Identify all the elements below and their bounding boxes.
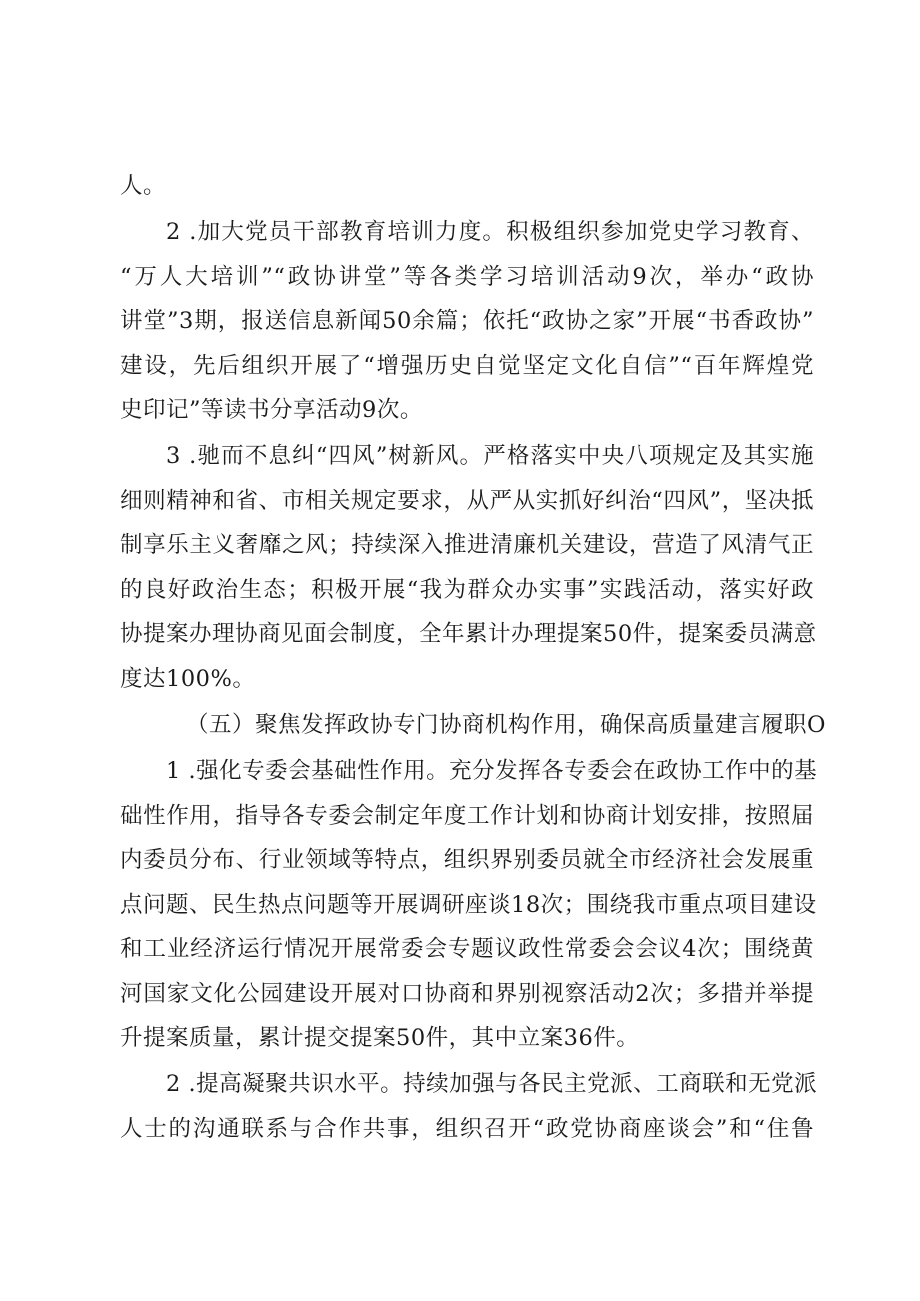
text-line: 制享乐主义奢靡之风；持续深入推进清廉机关建设，营造了风清气正 bbox=[120, 532, 814, 558]
text-line: 的良好政治生态；积极开展“我为群众办实事”实践活动，落实好政 bbox=[120, 577, 814, 603]
text-line: 史印记”等读书分享活动9次。 bbox=[120, 397, 423, 423]
text-line: 和工业经济运行情况开展常委会专题议政性常委会会议4次；围绕黄 bbox=[120, 936, 814, 962]
text-line: 河国家文化公园建设开展对口协商和界别视察活动2次；多措并举提 bbox=[120, 981, 814, 1007]
text-line: 协提案办理协商见面会制度，全年累计办理提案50件，提案委员满意 bbox=[120, 621, 817, 647]
paragraph-heading-line: 2 .加大党员干部教育培训力度。积极组织参加党史学习教育、 bbox=[166, 219, 814, 245]
paragraph-heading-line: 1 .强化专委会基础性作用。充分发挥各专委会在政协工作中的基 bbox=[166, 758, 818, 784]
text-line: 升提案质量，累计提交提案50件，其中立案36件。 bbox=[120, 1025, 640, 1051]
text-line: 内委员分布、行业领域等特点，组织界别委员就全市经济社会发展重 bbox=[120, 847, 814, 873]
paragraph-heading-line: 2 .提高凝聚共识水平。持续加强与各民主党派、工商联和无党派 bbox=[166, 1071, 818, 1097]
text-line: 础性作用，指导各专委会制定年度工作计划和协商计划安排，按照届 bbox=[120, 803, 814, 829]
section-heading: （五）聚焦发挥政协专门协商机构作用，确保高质量建言履职O bbox=[186, 712, 826, 738]
text-line: 度达100%。 bbox=[120, 666, 256, 692]
text-line: 人。 bbox=[120, 173, 167, 199]
text-line: “万人大培训”“政协讲堂”等各类学习培训活动9次，举办“政协 bbox=[120, 264, 814, 290]
text-line: 建设，先后组织开展了“增强历史自觉坚定文化自信”“百年辉煌党 bbox=[120, 353, 814, 379]
text-line: 讲堂”3期，报送信息新闻50余篇；依托“政协之家”开展“书香政协” bbox=[120, 308, 814, 334]
text-line: 人士的沟通联系与合作共事，组织召开“政党协商座谈会”和“住鲁 bbox=[120, 1116, 814, 1142]
text-line: 细则精神和省、市相关规定要求，从严从实抓好纠治“四风”，坚决抵 bbox=[120, 488, 814, 514]
text-line: 点问题、民生热点问题等开展调研座谈18次；围绕我市重点项目建设 bbox=[120, 892, 817, 918]
paragraph-heading-line: 3 .驰而不息纠“四风”树新风。严格落实中央八项规定及其实施 bbox=[166, 443, 814, 469]
